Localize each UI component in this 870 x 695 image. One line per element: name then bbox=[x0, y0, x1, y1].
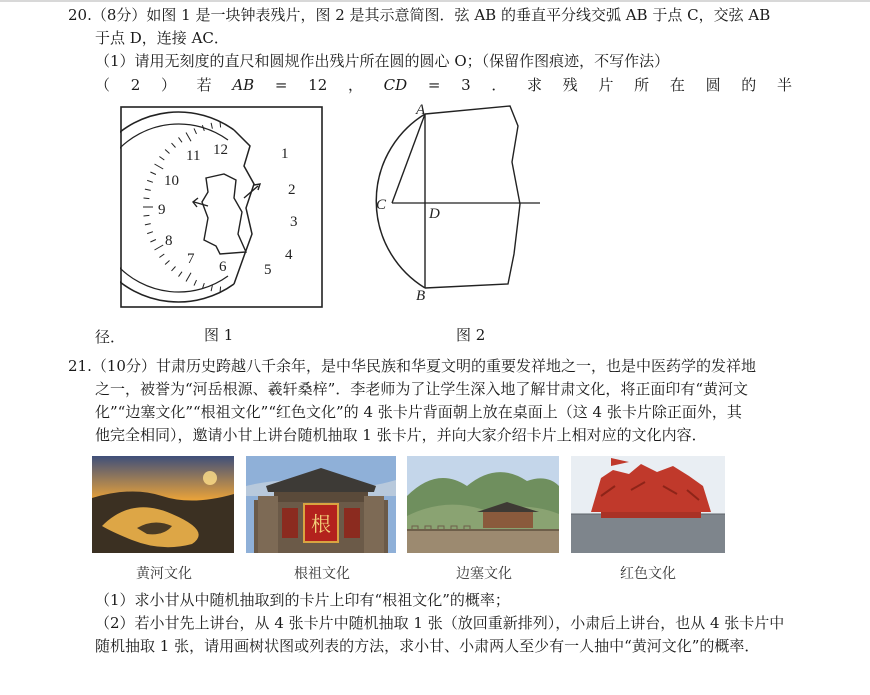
clock-number-7: 7 bbox=[187, 251, 195, 267]
card-image-root-ancestor bbox=[246, 456, 396, 553]
figure1-caption: 图 1 bbox=[204, 326, 234, 344]
point-label-D: D bbox=[429, 206, 440, 222]
figure2-caption: 图 2 bbox=[456, 326, 486, 344]
figure2-schematic bbox=[370, 104, 545, 304]
clock-number-11: 11 bbox=[186, 148, 201, 164]
clock-tick bbox=[144, 198, 150, 199]
q20-part2-token: 的 bbox=[741, 76, 757, 94]
q20-line1: 20.（8分）如图 1 是一块钟表残片，图 2 是其示意简图．弦 AB 的垂直平分线交弧 AB 于点 C，交弦 AB bbox=[68, 6, 771, 24]
q20-part2-token: ． bbox=[491, 76, 507, 94]
q20-part1: （1）请用无刻度的直尺和圆规作出残片所在圆的圆心 O；（保留作图痕迹，不写作法） bbox=[95, 52, 670, 70]
q20-part2-token: 半 bbox=[776, 76, 792, 94]
clock-number-10: 10 bbox=[164, 173, 179, 189]
clock-number-2: 2 bbox=[288, 182, 296, 198]
q20-line2: 于点 D，连接 AC． bbox=[95, 29, 229, 47]
q20-part2-token: 若 bbox=[196, 76, 212, 94]
point-label-B: B bbox=[416, 288, 426, 304]
q21-part2-line1: （2）若小甘先上讲台，从 4 张卡片中随机抽取 1 张（放回重新排列），小肃后上讲台，也从 4 张卡片中 bbox=[95, 614, 785, 632]
clock-number-5: 5 bbox=[264, 262, 272, 278]
clock-tick bbox=[144, 215, 150, 216]
card-image-yellow-river bbox=[92, 456, 234, 553]
q20-part2-end: 径． bbox=[95, 328, 126, 346]
q21-line3: 化”“边塞文化”“根祖文化”“红色文化”的 4 张卡片背面朝上放在桌面上（这 4 张卡片除正面外，其 bbox=[95, 403, 742, 421]
page-top-border bbox=[0, 0, 870, 2]
broken-edge bbox=[425, 106, 520, 288]
card-caption-red-culture: 红色文化 bbox=[620, 566, 676, 582]
q20-part2-token: = bbox=[427, 76, 441, 94]
q20-part2-token: ， bbox=[347, 76, 363, 94]
q20-part2-token: 片 bbox=[598, 76, 614, 94]
q20-part2-token: AB bbox=[232, 76, 255, 94]
q20-part2-token: 所 bbox=[634, 76, 650, 94]
q20-part2-token: ） bbox=[160, 76, 176, 94]
card-caption-yellow-river: 黄河文化 bbox=[136, 566, 192, 582]
q20-part2-token: 2 bbox=[130, 76, 141, 94]
q20-part2-line bbox=[95, 74, 792, 96]
clock-number-9: 9 bbox=[158, 202, 166, 218]
q21-line1: 21.（10分）甘肃历史跨越八千余年，是中华民族和华夏文明的重要发祥地之一，也是中医药学的发祥地 bbox=[68, 357, 756, 375]
point-label-C: C bbox=[376, 197, 387, 213]
clock-number-12: 12 bbox=[213, 142, 228, 158]
gate-sign-text: 根 bbox=[311, 514, 331, 536]
card-caption-root-ancestor: 根祖文化 bbox=[294, 566, 350, 582]
q20-part2-token: （ bbox=[95, 76, 111, 94]
q20-part2-token: 12 bbox=[308, 76, 328, 94]
q20-part2-token: = bbox=[274, 76, 288, 94]
clock-number-4: 4 bbox=[285, 247, 293, 263]
card-image-red-culture bbox=[571, 456, 725, 553]
clock-tick bbox=[220, 287, 221, 293]
q20-part2-token: 在 bbox=[669, 76, 685, 94]
point-label-A: A bbox=[416, 104, 426, 118]
clock-number-8: 8 bbox=[165, 233, 173, 249]
clock-tick bbox=[220, 122, 221, 128]
q21-line4: 他完全相同），邀请小甘上讲台随机抽取 1 张卡片，并向大家介绍卡片上相对应的文化内容． bbox=[95, 426, 707, 444]
clock-number-3: 3 bbox=[290, 214, 298, 230]
q20-part2-token: CD bbox=[383, 76, 408, 94]
clock-number-6: 6 bbox=[219, 259, 227, 275]
q20-part2-token: 3 bbox=[461, 76, 471, 94]
figure1-clock-fragment bbox=[120, 106, 324, 309]
q21-part1: （1）求小甘从中随机抽取到的卡片上印有“根祖文化”的概率； bbox=[95, 591, 510, 609]
card-caption-frontier: 边塞文化 bbox=[456, 566, 512, 582]
q20-part2-token: 求 bbox=[527, 76, 543, 94]
q21-part2-line2: 随机抽取 1 张，请用画树状图或列表的方法，求小甘、小肃两人至少有一人抽中“黄河文化”的概率． bbox=[95, 637, 760, 655]
q20-part2-token: 残 bbox=[562, 76, 578, 94]
q21-line2: 之一，被誉为“河岳根源、羲轩桑梓”．李老师为了让学生深入地了解甘肃文化，将正面印有“黄河文 bbox=[95, 380, 749, 398]
q20-part2-token: 圆 bbox=[705, 76, 721, 94]
clock-number-1: 1 bbox=[281, 146, 289, 162]
card-image-frontier bbox=[407, 456, 559, 553]
